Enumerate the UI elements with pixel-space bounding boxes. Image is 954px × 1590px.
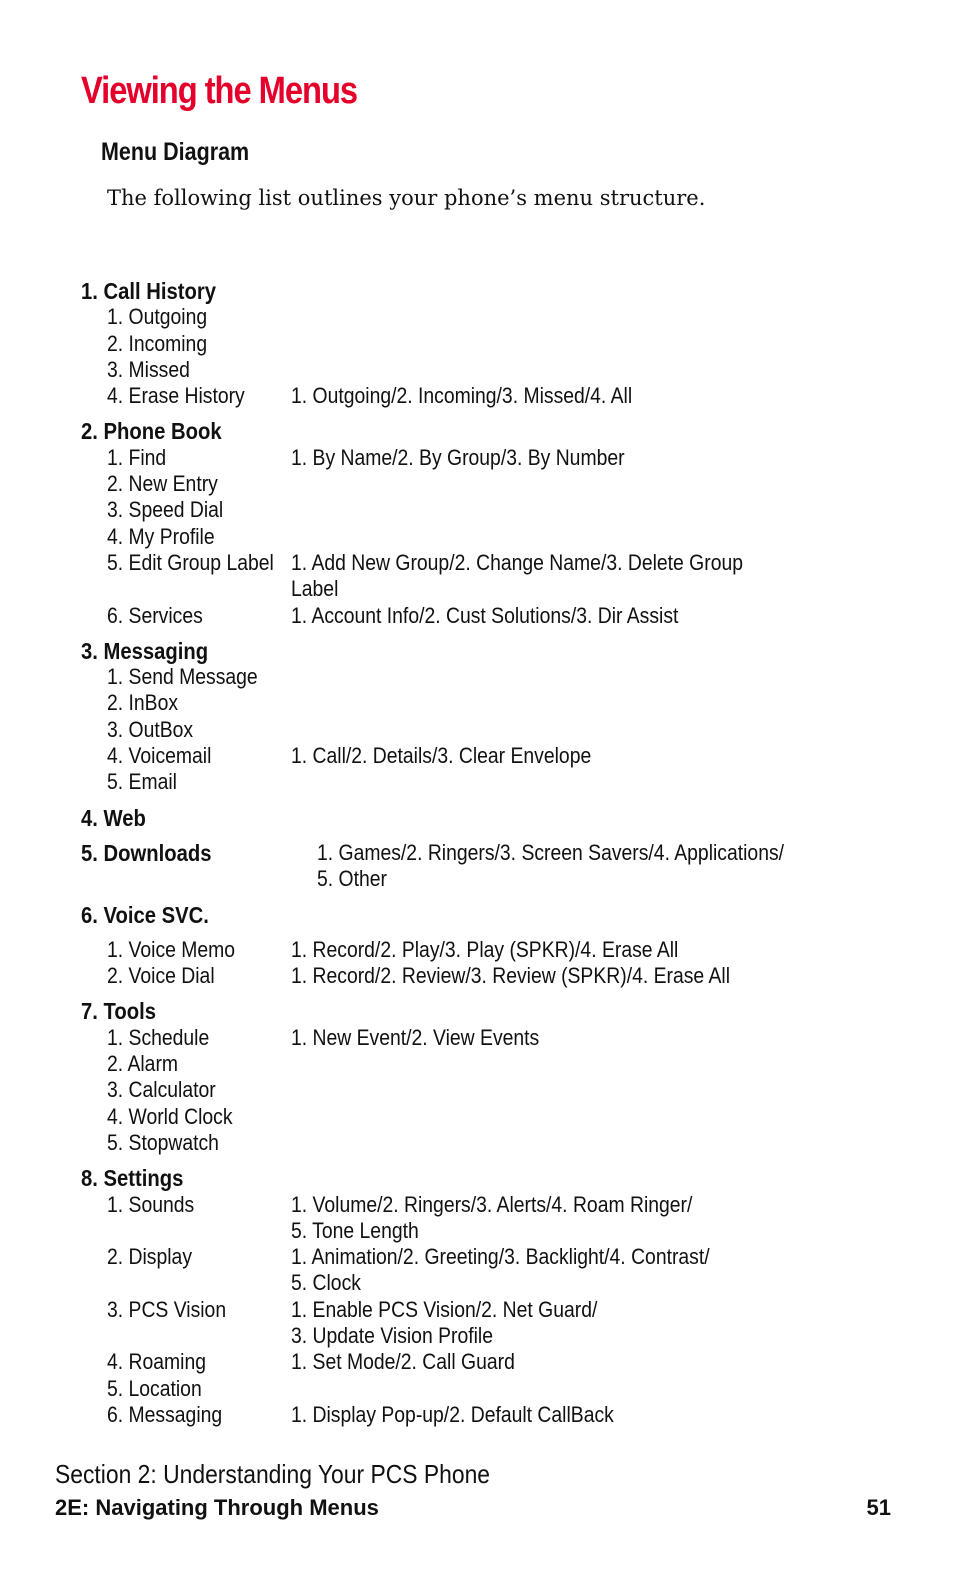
menu-item [81, 1104, 861, 1130]
menu-item-label: 4. Roaming [107, 1349, 207, 1375]
menu-item-label: 3. Missed [107, 356, 190, 382]
menu-item-label: 2. Alarm [107, 1051, 179, 1077]
menu-item-label: 3. Calculator [107, 1077, 216, 1103]
menu-heading [81, 1165, 861, 1191]
menu-item-label: 5. Stopwatch [107, 1129, 219, 1155]
menu-item-label: 1. Outgoing [107, 304, 208, 330]
menu-item-label: 1. Schedule [107, 1024, 210, 1050]
menu-item-label: 5. Edit Group Label [107, 549, 274, 575]
menu-item-label: 4. World Clock [107, 1103, 233, 1129]
menu-item [81, 963, 861, 989]
menu-heading [81, 278, 861, 304]
menu-heading-label: 3. Messaging [81, 637, 209, 664]
menu-heading-label: 2. Phone Book [81, 418, 222, 445]
section-subtitle: Menu Diagram [101, 138, 250, 166]
menu-heading-label: 8. Settings [81, 1165, 184, 1192]
menu-heading [81, 638, 861, 664]
menu-item [81, 1192, 861, 1245]
menu-item-label: 3. PCS Vision [107, 1296, 227, 1322]
menu-item [81, 524, 861, 550]
menu-item-options: 1. New Event/2. View Events [291, 1024, 540, 1050]
menu-item [81, 769, 861, 795]
menu-item-label: 4. My Profile [107, 523, 215, 549]
menu-item-options: 1. Display Pop-up/2. Default CallBack [291, 1401, 614, 1427]
menu-item-label: 1. Voice Memo [107, 936, 236, 962]
menu-item-label: 1. Sounds [107, 1191, 195, 1217]
menu-item-options: 1. Volume/2. Ringers/3. Alerts/4. Roam Ringer/ 5. Tone Length [291, 1191, 693, 1243]
menu-heading [81, 418, 861, 444]
menu-item-label: 1. Send Message [107, 664, 258, 690]
menu-item-label: 2. Display [107, 1244, 193, 1270]
menu-item [81, 1376, 861, 1402]
menu-item [81, 603, 861, 629]
menu-heading [81, 805, 861, 831]
menu-item [81, 445, 861, 471]
menu-heading-options: 1. Games/2. Ringers/3. Screen Savers/4. Applications/ 5. Other [317, 839, 785, 892]
menu-item-label: 3. OutBox [107, 716, 194, 742]
intro-text: The following list outlines your phone’s menu structure. [107, 186, 706, 210]
menu-item [81, 331, 861, 357]
menu-heading [81, 998, 861, 1024]
menu-item-options: 1. Set Mode/2. Call Guard [291, 1349, 515, 1375]
menu-heading-label: 7. Tools [81, 998, 156, 1025]
menu-item-label: 2. Incoming [107, 330, 208, 356]
menu-item-label: 2. New Entry [107, 471, 218, 497]
menu-item [81, 937, 861, 963]
menu-item [81, 497, 861, 523]
menu-item-options: 1. By Name/2. By Group/3. By Number [291, 444, 625, 470]
menu-item [81, 471, 861, 497]
menu-item [81, 717, 861, 743]
menu-item [81, 1051, 861, 1077]
footer-section-title: Section 2: Understanding Your PCS Phone [55, 1459, 491, 1489]
page-title: Viewing the Menus [81, 70, 358, 112]
menu-item-label: 4. Voicemail [107, 743, 212, 769]
menu-item [81, 1297, 861, 1350]
menu-item-label: 2. InBox [107, 690, 179, 716]
page-number: 51 [866, 1495, 891, 1520]
menu-item [81, 1077, 861, 1103]
menu-item-options: 1. Outgoing/2. Incoming/3. Missed/4. All [291, 383, 633, 409]
menu-item [81, 304, 861, 330]
menu-item-options: 1. Record/2. Play/3. Play (SPKR)/4. Erase All [291, 936, 679, 962]
menu-heading [81, 840, 861, 893]
menu-item-label: 6. Services [107, 602, 203, 628]
menu-heading-label: 4. Web [81, 804, 146, 831]
menu-item-options: 1. Add New Group/2. Change Name/3. Delete Group Label [291, 549, 744, 602]
menu-item-label: 6. Messaging [107, 1401, 223, 1427]
menu-item [81, 743, 861, 769]
footer-chapter-title: 2E: Navigating Through Menus [55, 1495, 379, 1520]
menu-item-options: 1. Animation/2. Greeting/3. Backlight/4. Contrast/ 5. Clock [291, 1244, 710, 1296]
menu-item-label: 5. Location [107, 1375, 202, 1401]
menu-item-options: 1. Enable PCS Vision/2. Net Guard/ 3. Update Vision Profile [291, 1296, 598, 1348]
menu-heading [81, 902, 861, 928]
menu-item-label: 5. Email [107, 769, 177, 795]
menu-diagram [81, 278, 861, 1428]
menu-item-label: 3. Speed Dial [107, 497, 224, 523]
menu-heading-label: 1. Call History [81, 278, 216, 304]
menu-item-options: 1. Call/2. Details/3. Clear Envelope [291, 743, 592, 769]
menu-item-options: 1. Record/2. Review/3. Review (SPKR)/4. Erase All [291, 963, 730, 989]
menu-item [81, 1402, 861, 1428]
menu-item [81, 664, 861, 690]
menu-item [81, 383, 861, 409]
menu-item-label: 4. Erase History [107, 383, 245, 409]
menu-item [81, 1244, 861, 1297]
menu-heading-label: 5. Downloads [81, 839, 212, 866]
menu-heading-label: 6. Voice SVC. [81, 901, 209, 928]
menu-item-options: 1. Account Info/2. Cust Solutions/3. Dir Assist [291, 602, 679, 628]
menu-item [81, 357, 861, 383]
menu-item-label: 2. Voice Dial [107, 963, 215, 989]
menu-item [81, 1130, 861, 1156]
menu-item [81, 550, 861, 603]
menu-item-label: 1. Find [107, 444, 167, 470]
menu-item [81, 1349, 861, 1375]
menu-item [81, 690, 861, 716]
menu-item [81, 1025, 861, 1051]
